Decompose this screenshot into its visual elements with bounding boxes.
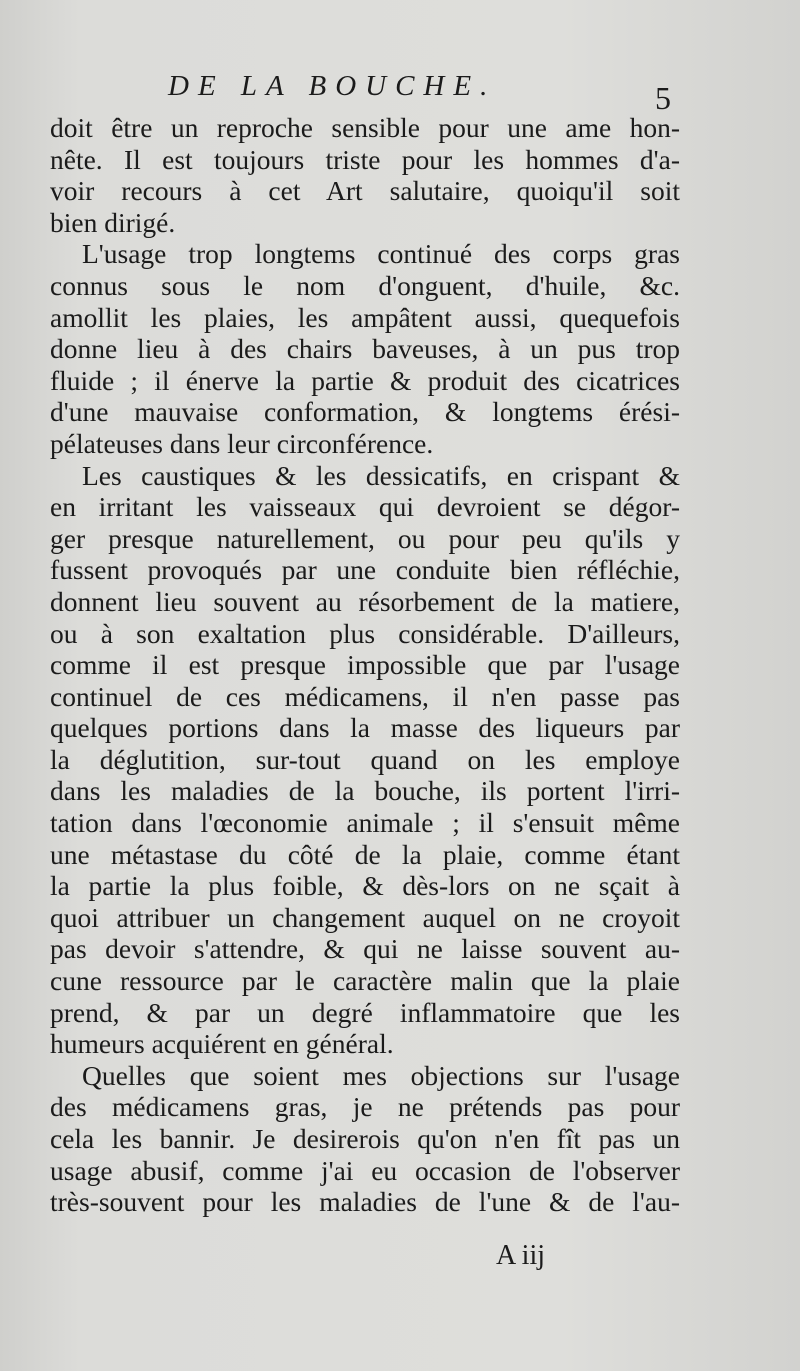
text-line: donne lieu à des chairs baveuses, à un pus trop <box>50 333 680 365</box>
paragraph <box>50 460 680 1060</box>
text-line: quelques portions dans la masse des liqueurs par <box>50 712 680 744</box>
text-line: cela les bannir. Je desirerois qu'on n'en fît pas un <box>50 1123 680 1154</box>
text-line: continuel de ces médicamens, il n'en passe pas <box>50 680 680 712</box>
text-line: fluide ; il énerve la partie & produit des cicatrices <box>50 364 680 396</box>
text-line: comme il est presque impossible que par l'usage <box>50 649 680 681</box>
text-line: très-souvent pour les maladies de l'une & de l'au- <box>50 1186 680 1218</box>
text-line: en irritant les vaisseaux qui devroient se dégor- <box>50 491 680 523</box>
text-line: doit être un reproche sensible pour une ame hon- <box>50 112 680 143</box>
text-line: L'usage trop longtems continué des corps gras <box>82 238 680 270</box>
text-line: d'une mauvaise conformation, & longtems érési- <box>50 396 680 428</box>
text-line: une métastase du côté de la plaie, comme étant <box>50 838 680 870</box>
text-line: nête. Il est toujours triste pour les hommes d'a- <box>50 143 680 175</box>
text-line: quoi attribuer un changement auquel on ne croyoit <box>50 901 680 933</box>
text-line: Quelles que soient mes objections sur l'usage <box>82 1059 680 1091</box>
text-line: la partie la plus foible, & dès-lors on ne sçait à <box>50 870 680 902</box>
text-line: humeurs acquiérent en général. <box>50 1028 394 1060</box>
text-line: fussent provoqués par une conduite bien réfléchie, <box>50 554 680 586</box>
running-head: DE LA BOUCHE. <box>168 70 497 102</box>
signature-mark: A iij <box>496 1240 546 1271</box>
paragraph <box>50 238 680 459</box>
text-line: ger presque naturellement, ou pour peu qu'ils y <box>50 522 680 554</box>
text-line: bien dirigé. <box>50 206 176 238</box>
text-line: pélateuses dans leur circonférence. <box>50 427 434 459</box>
text-line: voir recours à cet Art salutaire, quoiqu'il soit <box>50 175 680 207</box>
text-line: donnent lieu souvent au résorbement de la matiere, <box>50 585 680 617</box>
text-line: connus sous le nom d'onguent, d'huile, &c. <box>50 269 680 301</box>
text-line: des médicamens gras, je ne prétends pas pour <box>50 1091 680 1123</box>
text-line: amollit les plaies, les ampâtent aussi, quequefois <box>50 301 680 333</box>
text-line: Les caustiques & les dessicatifs, en crispant & <box>82 459 680 491</box>
text-line: usage abusif, comme j'ai eu occasion de l'observer <box>50 1154 680 1186</box>
text-line: pas devoir s'attendre, & qui ne laisse souvent au- <box>50 933 680 965</box>
paragraph <box>50 112 680 238</box>
text-line: ou à son exaltation plus considérable. D'ailleurs, <box>50 617 680 649</box>
text-line: dans les maladies de la bouche, ils portent l'irri- <box>50 775 680 807</box>
text-line: cune ressource par le caractère malin que la plaie <box>50 965 680 997</box>
text-line: prend, & par un degré inflammatoire que les <box>50 996 680 1028</box>
body-text <box>50 112 680 1218</box>
paragraph <box>50 1060 680 1218</box>
text-line: tation dans l'œconomie animale ; il s'ensuit même <box>50 807 680 839</box>
page-number: 5 <box>655 80 671 116</box>
text-line: la déglutition, sur-tout quand on les employe <box>50 743 680 775</box>
